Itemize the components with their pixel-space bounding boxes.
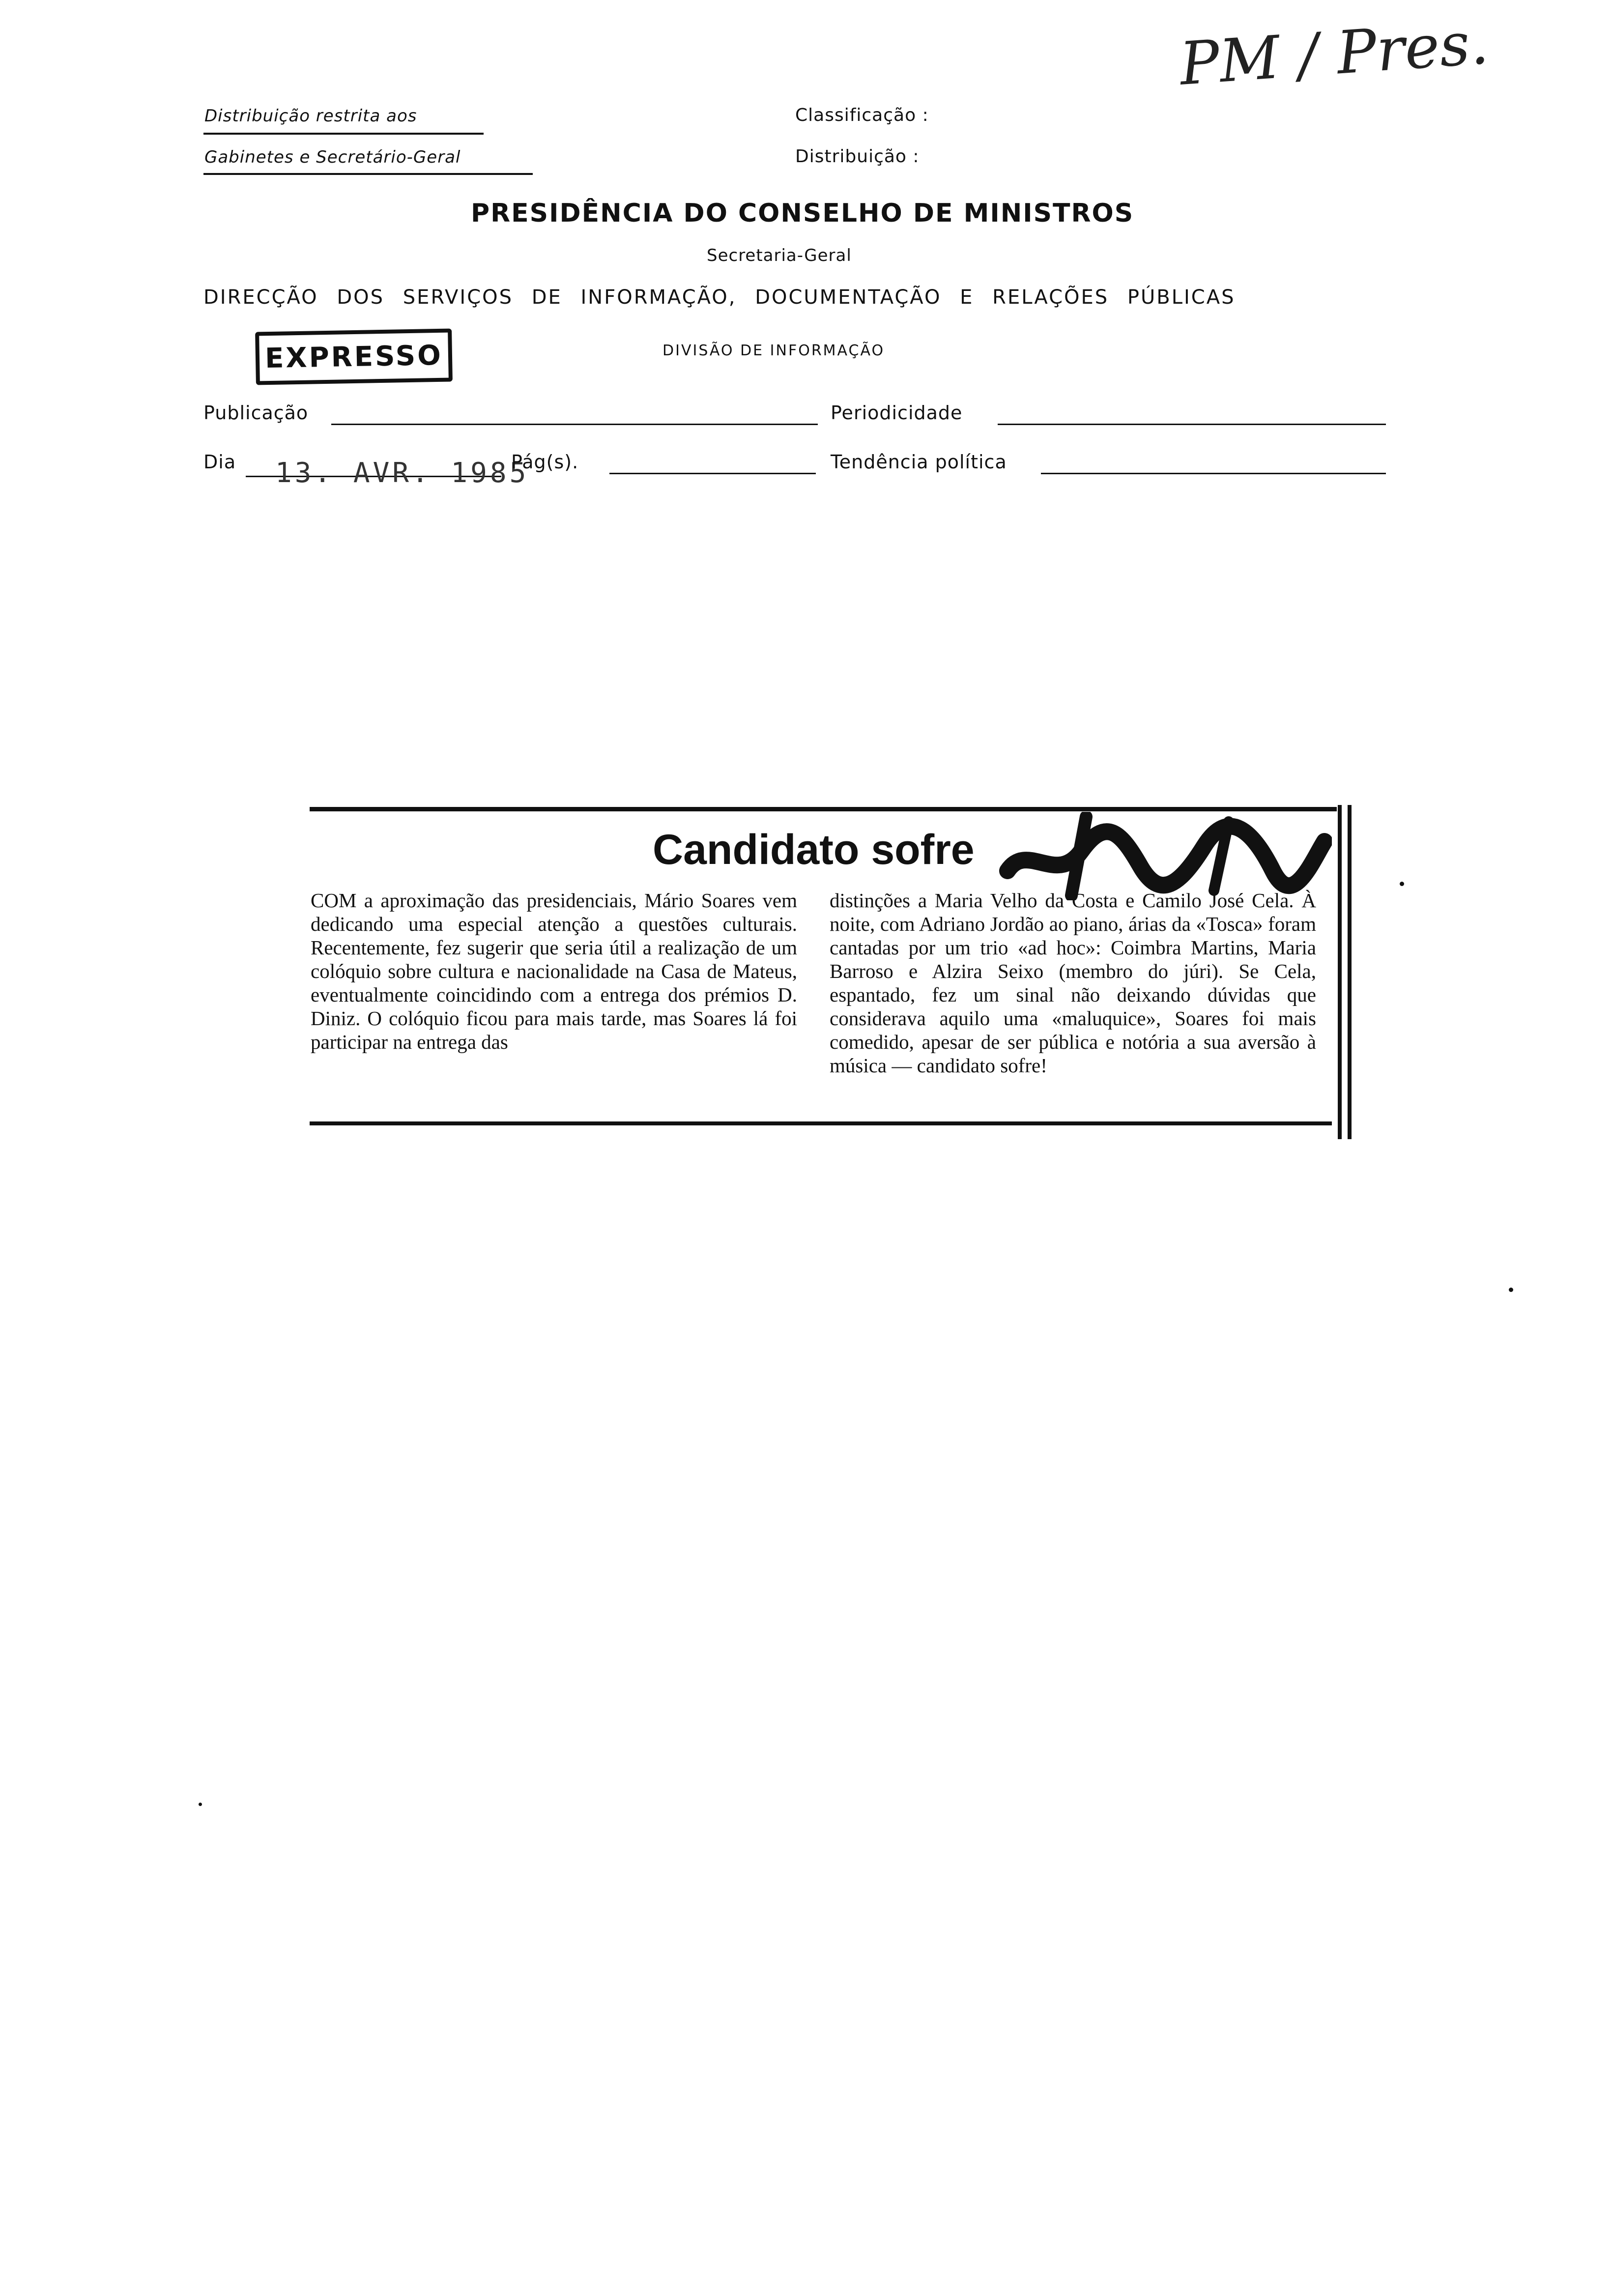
tendencia-label: Tendência política: [831, 451, 1007, 473]
publicacao-label: Publicação: [203, 402, 309, 424]
stray-mark: [1509, 1288, 1513, 1292]
distribution-restriction-line2: Gabinetes e Secretário-Geral: [204, 147, 461, 167]
publication-stamp: EXPRESSO: [255, 329, 453, 385]
distribution-restriction-line1: Distribuição restrita aos: [204, 106, 417, 126]
clipping-bottom-rule: [310, 1121, 1332, 1125]
handwritten-note: PM / Pres.: [1177, 9, 1491, 99]
article-column-2-text: distinções a Maria Velho da Costa e Camilo José Cela. À noite, com Adriano Jordão ao piano, árias da «Tosca» foram cantadas por um trio «ad hoc»: Coimbra Martins, Maria Barroso e Alzira Seixo (membro do júri). Se Cela, espantado, fez um sinal não deixando dúvidas que considerava aquilo uma «maluquice», Soares foi mais comedido, apesar de ser pública e notória a sua aversão à música — candidato sofre!: [830, 889, 1316, 1077]
stray-mark: [199, 1803, 202, 1806]
pags-line: [609, 473, 816, 474]
periodicidade-label: Periodicidade: [831, 402, 963, 424]
article-column-1: [311, 889, 797, 1054]
clipping-right-rule-inner: [1348, 805, 1352, 1139]
dia-label: Dia: [203, 451, 236, 473]
stray-mark: [1400, 882, 1404, 886]
ink-scribble: [998, 812, 1332, 900]
date-stamp: 13. AVR. 1985: [275, 457, 529, 489]
clipping-top-rule: [310, 807, 1337, 811]
article-column-2: [830, 889, 1316, 1077]
tendencia-line: [1041, 473, 1386, 474]
pags-label: Pág(s).: [511, 451, 579, 473]
periodicidade-line: [998, 424, 1386, 425]
distribution-underline-2: [203, 173, 533, 175]
distribution-label: Distribuição :: [795, 146, 920, 167]
distribution-underline-1: [203, 133, 484, 135]
page-subtitle: Secretaria-Geral: [707, 246, 852, 265]
clipping-headline: Candidato sofre: [653, 826, 975, 873]
direccao-line: DIRECÇÃO DOS SERVIÇOS DE INFORMAÇÃO, DOCUMENTAÇÃO E RELAÇÕES PÚBLICAS: [203, 286, 1236, 309]
article-column-1-text: COM a aproximação das presidenciais, Mário Soares vem dedicando uma especial atenção a questões culturais. Recentemente, fez sugerir que seria útil a realização de um colóquio sobre cultura e nacionalidade na Casa de Mateus, eventualmente coincidindo com a entrega dos prémios D. Diniz. O colóquio ficou para mais tarde, mas Soares lá foi participar na entrega das: [311, 889, 797, 1053]
publicacao-line: [331, 424, 818, 425]
classification-label: Classificação :: [795, 105, 929, 125]
divisao-line: DIVISÃO DE INFORMAÇÃO: [662, 342, 885, 359]
clipping-right-rule-outer: [1338, 805, 1342, 1139]
page-title: PRESIDÊNCIA DO CONSELHO DE MINISTROS: [471, 199, 1134, 228]
